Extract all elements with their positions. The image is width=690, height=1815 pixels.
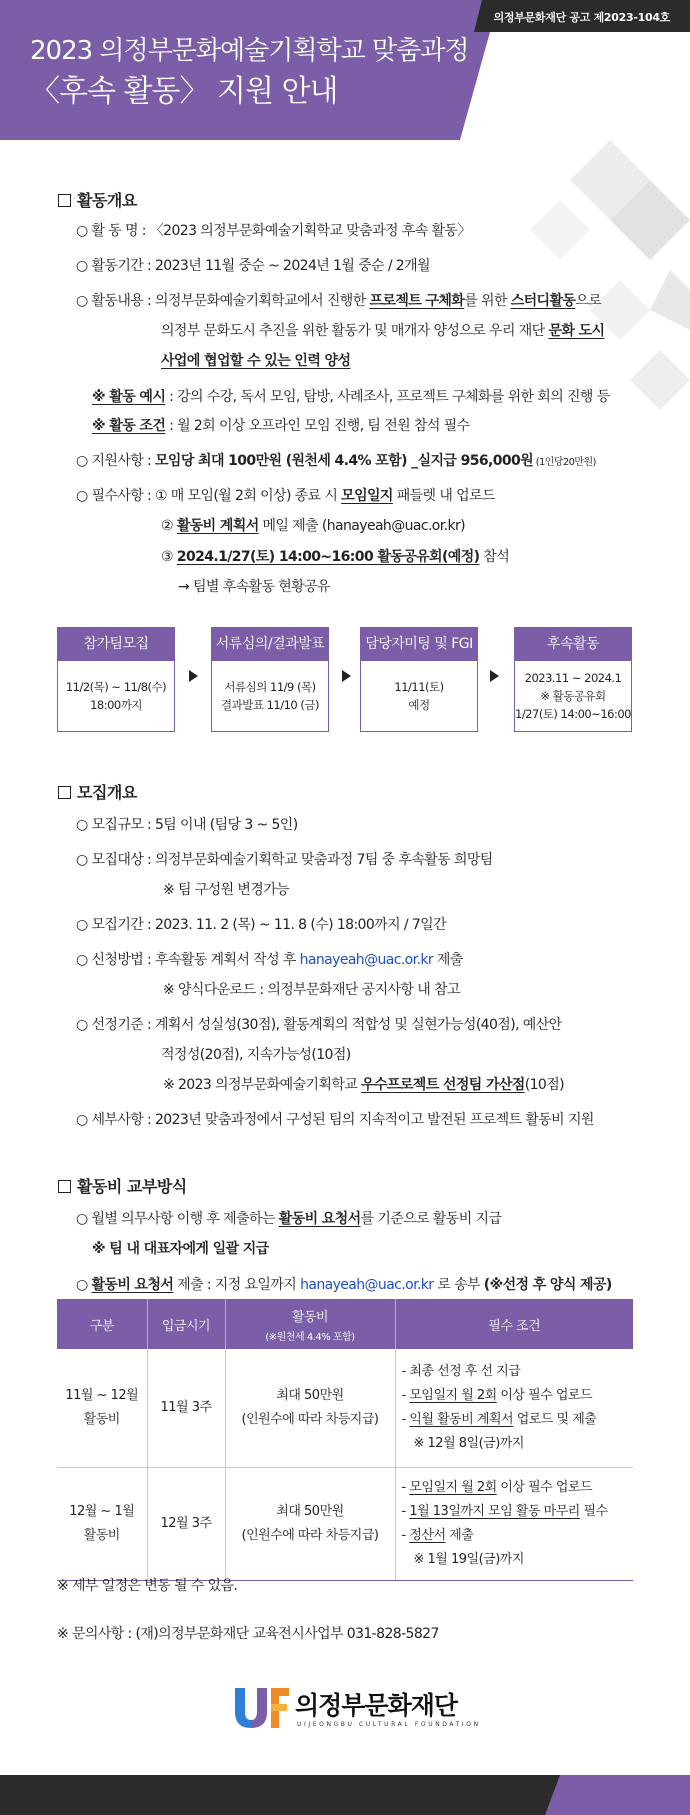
recruit-detail: ○ 세부사항 : 2023년 맞춤과정에서 구성된 팀의 지속적이고 발전된 프로젝트 활동비 지원 (76, 1112, 594, 1128)
table-cell-conditions: - 모임일지 월 2회 이상 필수 업로드 - 1월 13일까지 모임 활동 마무리 필수 - 정산서 제출 ※ 1월 19일(금)까지 (395, 1467, 633, 1580)
recruit-period: ○ 모집기간 : 2023. 11. 2 (목) ~ 11. 8 (수) 18:00까지 / 7일간 (76, 917, 446, 933)
logo-mark-icon (233, 1684, 291, 1730)
funding-line-2: ※ 팀 내 대표자에게 일괄 지급 (92, 1241, 269, 1257)
checkbox-square-icon (58, 1180, 71, 1193)
requirement-1: ○ 필수사항 : ① 매 모임(월 2회 이상) 종료 시 모임일지 패들렛 내 업로드 (76, 488, 495, 504)
page-title-line1: 2023 의정부문화예술기획학교 맞춤과정 (30, 36, 469, 66)
funding-line-3: ○ 활동비 요청서 제출 : 지정 요일까지 hanayeah@uac.or.kr 로 송부 (※선정 후 양식 제공) (76, 1277, 612, 1293)
recruit-target-note: ※ 팀 구성원 변경가능 (163, 882, 290, 898)
activity-content-2: 의정부 문화도시 추진을 위한 활동가 및 매개자 양성으로 우리 재단 문화 도시 (161, 323, 605, 339)
flow-step-review: 서류심의/결과발표 서류심의 11/9 (목) 결과발표 11/10 (금) (211, 627, 329, 732)
table-cell-timing: 11월 3주 (147, 1349, 225, 1467)
table-header-fee: 활동비 (※원천세 4.4% 포함) (225, 1299, 395, 1349)
checkbox-square-icon (58, 194, 71, 207)
flow-step-meeting: 담당자미팅 및 FGI 11/11(토) 예정 (360, 627, 478, 732)
flow-step-followup: 후속활동 2023.11 ~ 2024.1 ※ 활동공유회 1/27(토) 14:00~16:00 (514, 627, 632, 732)
criteria-3: ※ 2023 의정부문화예술기획학교 우수프로젝트 선정팀 가산점(10점) (163, 1077, 564, 1093)
table-row (57, 1349, 633, 1467)
schedule-note: ※ 세부 일정은 변동 될 수 있음. (57, 1578, 238, 1594)
flow-step-recruit: 참가팀모집 11/2(목) ~ 11/8(수) 18:00까지 (57, 627, 175, 732)
requirement-2: ② 활동비 계획서 메일 제출 (hanayeah@uac.or.kr) (161, 518, 466, 534)
flow-step-head: 서류심의/결과발표 (212, 628, 328, 661)
requirement-4: → 팀별 후속활동 현황공유 (178, 579, 330, 595)
logo-name: 의정부문화재단 (295, 1691, 458, 1720)
activity-condition: ※ 활동 조건 : 월 2회 이상 오프라인 모임 진행, 팀 전원 참석 필수 (92, 418, 470, 434)
table-cell-conditions: - 최종 선정 후 선 지급 - 모임일지 월 2회 이상 필수 업로드 - 익월 활동비 계획서 업로드 및 제출 ※ 12월 8일(금)까지 (395, 1349, 633, 1467)
activity-name: ○ 활 동 명 : 〈2023 의정부문화예술기획학교 맞춤과정 후속 활동〉 (76, 223, 471, 239)
apply-method: ○ 신청방법 : 후속활동 계획서 작성 후 hanayeah@uac.or.kr 제출 (76, 952, 463, 968)
table-cell-fee: 최대 50만원 (인원수에 따라 차등지급) (225, 1467, 395, 1580)
support-amount: ○ 지원사항 : 모임당 최대 100만원 (원천세 4.4% 포함) _실지급 956,000원 (1인당20만원) (76, 453, 596, 469)
requirement-3: ③ 2024.1/27(토) 14:00~16:00 활동공유회(예정) 참석 (161, 549, 510, 565)
contact-info: ※ 문의사항 : (재)의정부문화재단 교육전시사업부 031-828-5827 (57, 1626, 439, 1642)
table-cell-category: 11월 ~ 12월 활동비 (57, 1349, 147, 1467)
criteria-1: ○ 선정기준 : 계획서 성실성(30점), 활동계획의 적합성 및 실현가능성(40점), 예산안 (76, 1017, 562, 1033)
recruit-target: ○ 모집대상 : 의정부문화예술기획학교 맞춤과정 7팀 중 후속활동 희망팀 (76, 852, 493, 868)
table-cell-fee: 최대 50만원 (인원수에 따라 차등지급) (225, 1349, 395, 1467)
page-title-line2: 〈후속 활동〉 지원 안내 (30, 74, 338, 109)
notice-number: 의정부문화재단 공고 제2023-104호 (493, 11, 670, 24)
funding-line-1: ○ 월별 의무사항 이행 후 제출하는 활동비 요청서를 기준으로 활동비 지급 (76, 1211, 502, 1227)
funding-table (57, 1299, 633, 1581)
table-cell-category: 12월 ~ 1월 활동비 (57, 1467, 147, 1580)
table-row (57, 1467, 633, 1580)
logo-subtitle: UIJEONGBU CULTURAL FOUNDATION (297, 1721, 481, 1728)
flow-arrow-icon (490, 670, 499, 682)
foundation-logo (233, 1684, 481, 1732)
flow-step-head: 참가팀모집 (58, 628, 174, 661)
activity-period: ○ 활동기간 : 2023년 11월 중순 ~ 2024년 1월 중순 / 2개월 (76, 258, 430, 274)
criteria-2: 적정성(20점), 지속가능성(10점) (161, 1047, 351, 1063)
footer-bar (0, 1775, 690, 1815)
table-header-conditions: 필수 조건 (395, 1299, 633, 1349)
table-cell-timing: 12월 3주 (147, 1467, 225, 1580)
flow-step-head: 후속활동 (515, 628, 631, 661)
apply-email-link[interactable]: hanayeah@uac.or.kr (299, 952, 434, 968)
section-title-recruit: 모집개요 (58, 780, 137, 803)
activity-content-3: 사업에 협업할 수 있는 인력 양성 (161, 353, 351, 369)
activity-example: ※ 활동 예시 : 강의 수강, 독서 모임, 탐방, 사례조사, 프로젝트 구체화를 위한 회의 진행 등 (92, 389, 610, 405)
section-title-funding: 활동비 교부방식 (58, 1174, 187, 1197)
section-title-overview: 활동개요 (58, 188, 137, 211)
table-header-timing: 입금시기 (147, 1299, 225, 1349)
apply-note: ※ 양식다운로드 : 의정부문화재단 공지사항 내 참고 (163, 982, 460, 998)
flow-arrow-icon (342, 670, 351, 682)
flow-arrow-icon (189, 670, 198, 682)
flow-step-head: 담당자미팅 및 FGI (361, 628, 477, 661)
funding-email-link[interactable]: hanayeah@uac.or.kr (300, 1277, 434, 1293)
activity-content-1: ○ 활동내용 : 의정부문화예술기획학교에서 진행한 프로젝트 구체화를 위한 스터디활동으로 (76, 293, 602, 309)
checkbox-square-icon (58, 786, 71, 799)
recruit-scale: ○ 모집규모 : 5팀 이내 (팀당 3 ~ 5인) (76, 817, 298, 833)
table-header-category: 구분 (57, 1299, 147, 1349)
decorative-cubes (470, 140, 690, 410)
